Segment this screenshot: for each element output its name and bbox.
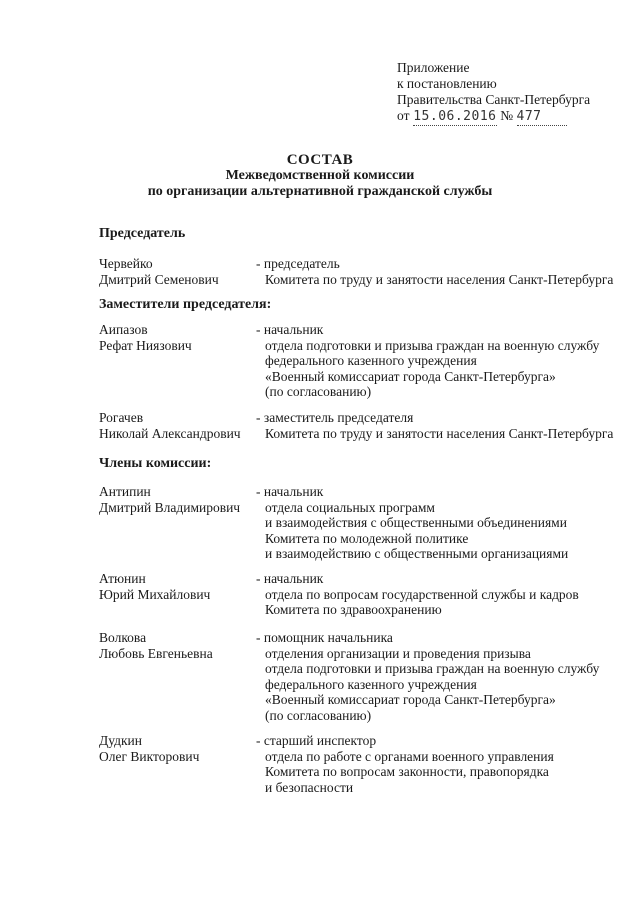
member-given-names: Дмитрий Владимирович — [99, 499, 241, 515]
member-position — [256, 322, 621, 400]
position-line: Комитета по здравоохранению — [265, 602, 442, 617]
position-line: Комитета по вопросам законности, правопорядка — [265, 764, 549, 779]
position-line: Комитета по молодежной политике — [265, 530, 469, 546]
resolution-number: 477 — [517, 109, 567, 126]
appendix-line-2: к постановлению — [397, 76, 497, 91]
position-line: Комитета по труду и занятости населения Санкт-Петербурга — [265, 271, 614, 287]
document-title — [0, 152, 640, 200]
member-name — [99, 571, 259, 602]
date-prefix: от — [397, 108, 410, 123]
position-line: «Военный комиссариат города Санкт-Петербурга» — [265, 692, 556, 707]
member-position — [256, 410, 621, 441]
member-given-names: Дмитрий Семенович — [99, 271, 219, 287]
title-line-3: по организации альтернативной гражданской службы — [147, 184, 493, 199]
position-line: - начальник — [256, 571, 324, 586]
member-name — [99, 630, 259, 661]
section-members: Члены комиссии: — [99, 456, 212, 471]
position-line: - начальник — [256, 484, 324, 499]
appendix-block — [397, 60, 590, 126]
position-line: «Военный комиссариат города Санкт-Петербурга» — [265, 368, 556, 384]
title-main: СОСТАВ — [286, 152, 354, 168]
member-name — [99, 410, 259, 441]
member-name — [99, 484, 259, 515]
member-given-names: Любовь Евгеньевна — [99, 645, 213, 661]
member-surname: Дудкин — [99, 733, 142, 748]
section-chairman: Председатель — [99, 226, 186, 241]
position-line: отдела по работе с органами военного управления — [265, 748, 554, 764]
position-line: - помощник начальника — [256, 630, 393, 645]
member-surname: Аипазов — [99, 322, 148, 337]
position-line: и безопасности — [265, 779, 354, 795]
member-position — [256, 733, 621, 795]
member-given-names: Олег Викторович — [99, 748, 200, 764]
position-line: федерального казенного учреждения — [265, 353, 477, 368]
member-given-names: Николай Александрович — [99, 425, 241, 441]
position-line: - начальник — [256, 322, 324, 337]
member-position — [256, 630, 621, 723]
section-deputies: Заместители председателя: — [99, 297, 272, 312]
member-position — [256, 571, 621, 618]
member-position — [256, 256, 621, 287]
resolution-date: 15.06.2016 — [413, 109, 497, 124]
appendix-date-line — [397, 108, 590, 126]
position-line: (по согласованию) — [265, 384, 372, 399]
member-name — [99, 256, 259, 287]
position-line: отдела подготовки и призыва граждан на военную службу — [265, 337, 600, 353]
member-surname: Волкова — [99, 630, 147, 645]
member-surname: Рогачев — [99, 410, 144, 425]
position-line: отдела социальных программ — [265, 499, 435, 515]
position-line: отделения организации и проведения призыва — [265, 645, 531, 661]
member-surname: Атюнин — [99, 571, 146, 586]
number-prefix: № — [500, 108, 514, 123]
position-line: (по согласованию) — [265, 707, 372, 723]
position-line: отдела по вопросам государственной службы и кадров — [265, 586, 579, 602]
position-line: - старший инспектор — [256, 733, 377, 748]
member-name — [99, 322, 259, 353]
member-name — [99, 733, 259, 764]
appendix-line-1: Приложение — [397, 60, 470, 75]
title-line-2: Межведомственной комиссии — [225, 168, 415, 183]
position-line: отдела подготовки и призыва граждан на военную службу — [265, 661, 600, 676]
member-surname: Антипин — [99, 484, 151, 499]
member-surname: Червейко — [99, 256, 153, 271]
position-line: - председатель — [256, 256, 340, 271]
position-line: и взаимодействия с общественными объединениями — [265, 515, 567, 530]
position-line: федерального казенного учреждения — [265, 676, 477, 692]
appendix-line-3: Правительства Санкт-Петербурга — [397, 92, 591, 107]
position-line: Комитета по труду и занятости населения Санкт-Петербурга — [265, 425, 614, 441]
position-line: - заместитель председателя — [256, 410, 414, 425]
member-given-names: Рефат Ниязович — [99, 337, 192, 353]
member-given-names: Юрий Михайлович — [99, 586, 211, 602]
member-position — [256, 484, 621, 562]
position-line: и взаимодействию с общественными организациями — [265, 546, 569, 561]
